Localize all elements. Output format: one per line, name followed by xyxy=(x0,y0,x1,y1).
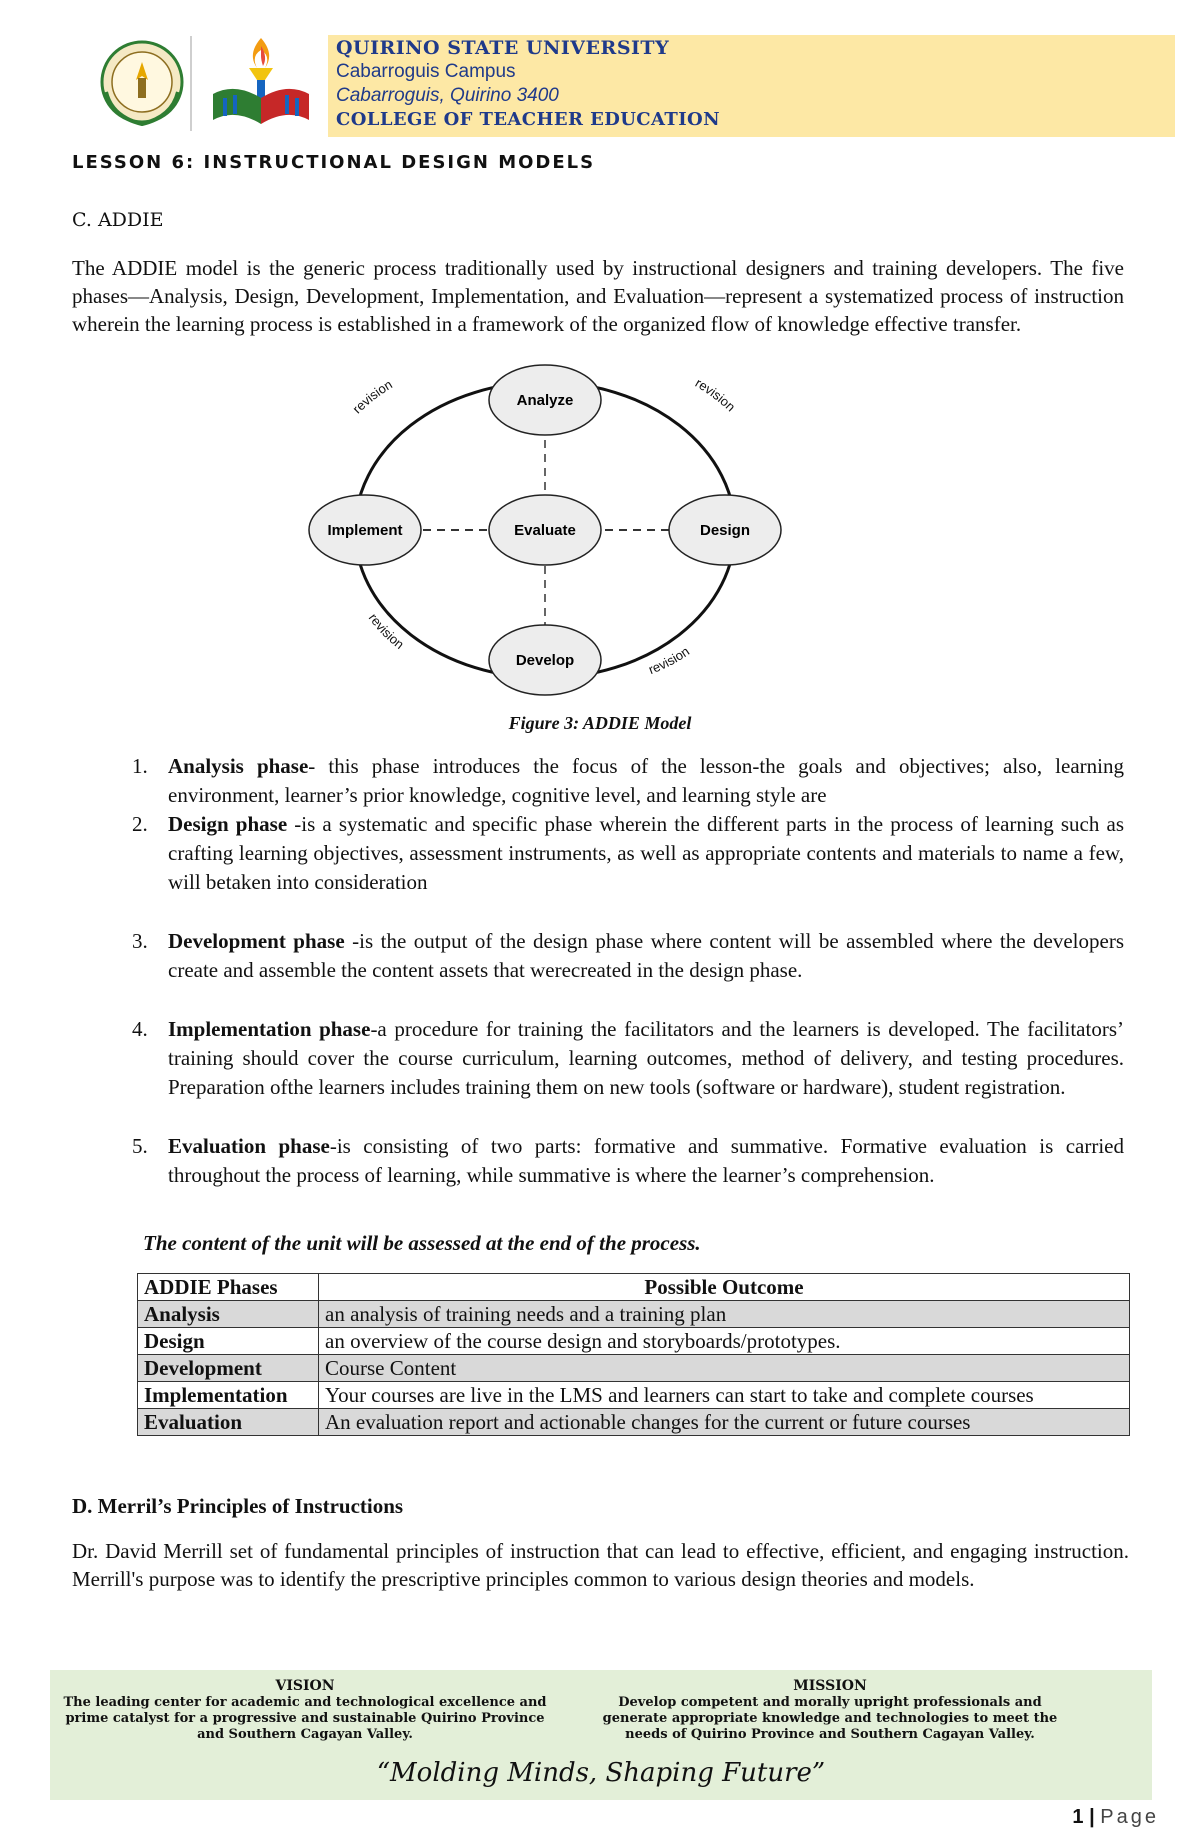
motto: “Molding Minds, Shaping Future” xyxy=(376,1758,826,1788)
node-implement xyxy=(309,495,421,565)
table-row: Design an overview of the course design and storyboards/prototypes. xyxy=(138,1328,1130,1355)
section-d-heading: D. Merril’s Principles of Instructions xyxy=(72,1494,404,1518)
svg-text:Evaluate: Evaluate xyxy=(514,522,576,539)
mission-text: Develop competent and morally upright professionals and generate appropriate knowledge and technologies to meet the needs of Quirino Province and Southern Cagayan Valley. xyxy=(602,1695,1058,1742)
header-banner xyxy=(328,35,1175,137)
college-name: COLLEGE OF TEACHER EDUCATION xyxy=(336,109,720,130)
list-item: 4. Implementation phase-a procedure for training the facilitators and the learners is developed. The facilitators’ training should cover the course curriculum, learning outcomes, method of delivery, and testing procedures. Preparation ofthe learners includes training them on new tools (software or hardware), student registration. xyxy=(132,1017,1124,1099)
table-row: Analysis an analysis of training needs and a training plan xyxy=(138,1301,1130,1328)
svg-text:Design: Design xyxy=(699,522,751,539)
table-row: Implementation Your courses are live in the LMS and learners can start to take and complete courses xyxy=(138,1382,1130,1409)
campus-address: Cabarroguis, Quirino 3400 xyxy=(336,85,559,106)
vision-block xyxy=(60,1678,550,1743)
addie-model-diagram xyxy=(300,358,790,703)
addie-outcomes-table xyxy=(137,1273,1130,1436)
revision-label-top-left: revision xyxy=(349,376,395,417)
list-item: 2. Design phase -is a systematic and specific phase wherein the different parts in the process of learning such as crafting learning objectives, assessment instruments, as well as appropriate contents and materials to name a few, will betaken into consideration xyxy=(132,812,1124,894)
revision-label-bottom-right: revision xyxy=(646,643,693,678)
table-row: Development Course Content xyxy=(138,1355,1130,1382)
mission-title: MISSION xyxy=(793,1678,867,1694)
node-evaluate xyxy=(489,495,601,565)
page-number: 1 | Page xyxy=(1072,1806,1159,1828)
list-item: 3. Development phase -is the output of the design phase where content will be assembled where the developers create and assemble the content assets that werecreated in the design phase. xyxy=(132,929,1125,982)
table-header-row xyxy=(138,1274,1130,1301)
list-item: 1. Analysis phase- this phase introduces the focus of the lesson-the goals and objectives; also, learning environment, learner’s prior knowledge, cognitive level, and learning style are xyxy=(132,754,1124,807)
revision-label-bottom-left: revision xyxy=(365,610,407,652)
list-item: 5. Evaluation phase-is consisting of two parts: formative and summative. Formative evaluation is carried throughout the process of learning, while summative is where the learner’s comprehension. xyxy=(132,1134,1124,1187)
vision-mission-footer xyxy=(50,1670,1152,1800)
node-analyze xyxy=(489,365,601,435)
university-name: QUIRINO STATE UNIVERSITY xyxy=(336,37,670,59)
merrill-paragraph: Dr. David Merrill set of fundamental principles of instruction that can lead to effective, efficient, and engaging instruction. Merrill's purpose was to identify the prescriptive principles common to various design theories and models. xyxy=(72,1539,1129,1591)
addie-intro-paragraph: The ADDIE model is the generic process traditionally used by instructional designers and training developers. The five phases—Analysis, Design, Development, Implementation, and Evaluation—represent a systematized process of instruction wherein the learning process is established in a framework of the organized flow of knowledge effective transfer. xyxy=(72,256,1124,336)
lesson-title: LESSON 6: INSTRUCTIONAL DESIGN MODELS xyxy=(72,152,596,173)
mission-block xyxy=(585,1678,1075,1743)
header-divider xyxy=(190,36,192,131)
column-header: ADDIE Phases xyxy=(138,1274,319,1301)
table-row: Evaluation An evaluation report and actionable changes for the current or future courses xyxy=(138,1409,1130,1436)
revision-label-top-right: revision xyxy=(692,375,739,415)
college-torch-logo xyxy=(205,32,317,132)
university-seal-logo xyxy=(92,32,192,132)
column-header: Possible Outcome xyxy=(319,1274,1130,1301)
svg-text:Analyze: Analyze xyxy=(516,392,574,409)
figure-caption: Figure 3: ADDIE Model xyxy=(508,713,692,733)
campus-name: Cabarroguis Campus xyxy=(336,61,516,82)
addie-phase-list xyxy=(128,752,1124,1190)
node-design xyxy=(669,495,781,565)
assessment-note: The content of the unit will be assessed at the end of the process. xyxy=(143,1231,701,1255)
vision-text: The leading center for academic and technological excellence and prime catalyst for a progressive and sustainable Quirino Province and Southern Cagayan Valley. xyxy=(63,1695,547,1742)
vision-title: VISION xyxy=(275,1678,335,1694)
svg-text:Develop: Develop xyxy=(515,652,575,669)
section-c-heading: C. ADDIE xyxy=(72,209,164,231)
node-develop xyxy=(489,625,601,695)
svg-text:Implement: Implement xyxy=(327,522,403,539)
